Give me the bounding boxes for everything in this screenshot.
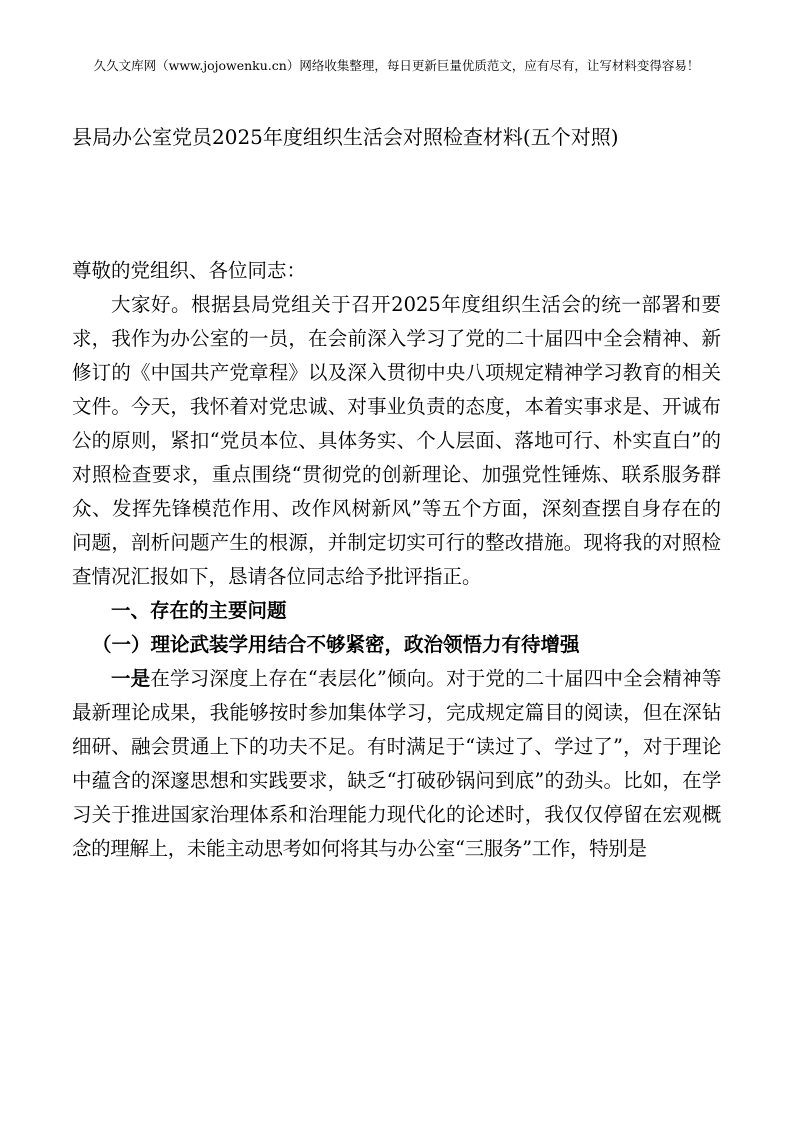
- document-title: 县局办公室党员2025年度组织生活会对照检查材料(五个对照): [72, 125, 619, 149]
- point-1-paragraph: [72, 662, 721, 866]
- document-body: [72, 254, 721, 866]
- point-1-lead: 一是: [111, 667, 151, 690]
- intro-paragraph: 大家好。根据县局党组关于召开2025年度组织生活会的统一部署和要求，我作为办公室的一员，在会前深入学习了党的二十届四中全会精神、新修订的《中国共产党章程》以及深入贯彻中央八项规定精神学习教育的相关文件。今天，我怀着对党忠诚、对事业负责的态度，本着实事求是、开诚布公的原则，紧扣“党员本位、具体务实、个人层面、落地可行、朴实直白”的对照检查要求，重点围绕“贯彻党的创新理论、加强党性锤炼、联系服务群众、发挥先锋模范作用、改作风树新风”等五个方面，深刻查摆自身存在的问题，剖析问题产生的根源，并制定切实可行的整改措施。现将我的对照检查情况汇报如下，恳请各位同志给予批评指正。: [72, 293, 721, 588]
- section-heading-main-problems: 一、存在的主要问题: [111, 599, 287, 622]
- point-1-text: 在学习深度上存在“表层化”倾向。对于党的二十届四中全会精神等最新理论成果，我能够按时参加集体学习，完成规定篇目的阅读，但在深钻细研、融会贯通上下的功夫不足。有时满足于“读过了、学过了”，对于理论中蕴含的深邃思想和实践要求，缺乏“打破砂锅问到底”的劲头。比如，在学习关于推进国家治理体系和治理能力现代化的论述时，我仅仅停留在宏观概念的理解上，未能主动思考如何将其与办公室“三服务”工作，特别是: [72, 667, 721, 860]
- website-header-note: 久久文库网（www.jojowenku.cn）网络收集整理，每日更新巨量优质范文，应有尽有，让写材料变得容易！: [93, 58, 700, 73]
- subsection-heading-theory: （一）理论武装学用结合不够紧密，政治领悟力有待增强: [92, 633, 580, 656]
- salutation: 尊敬的党组织、各位同志：: [72, 259, 307, 282]
